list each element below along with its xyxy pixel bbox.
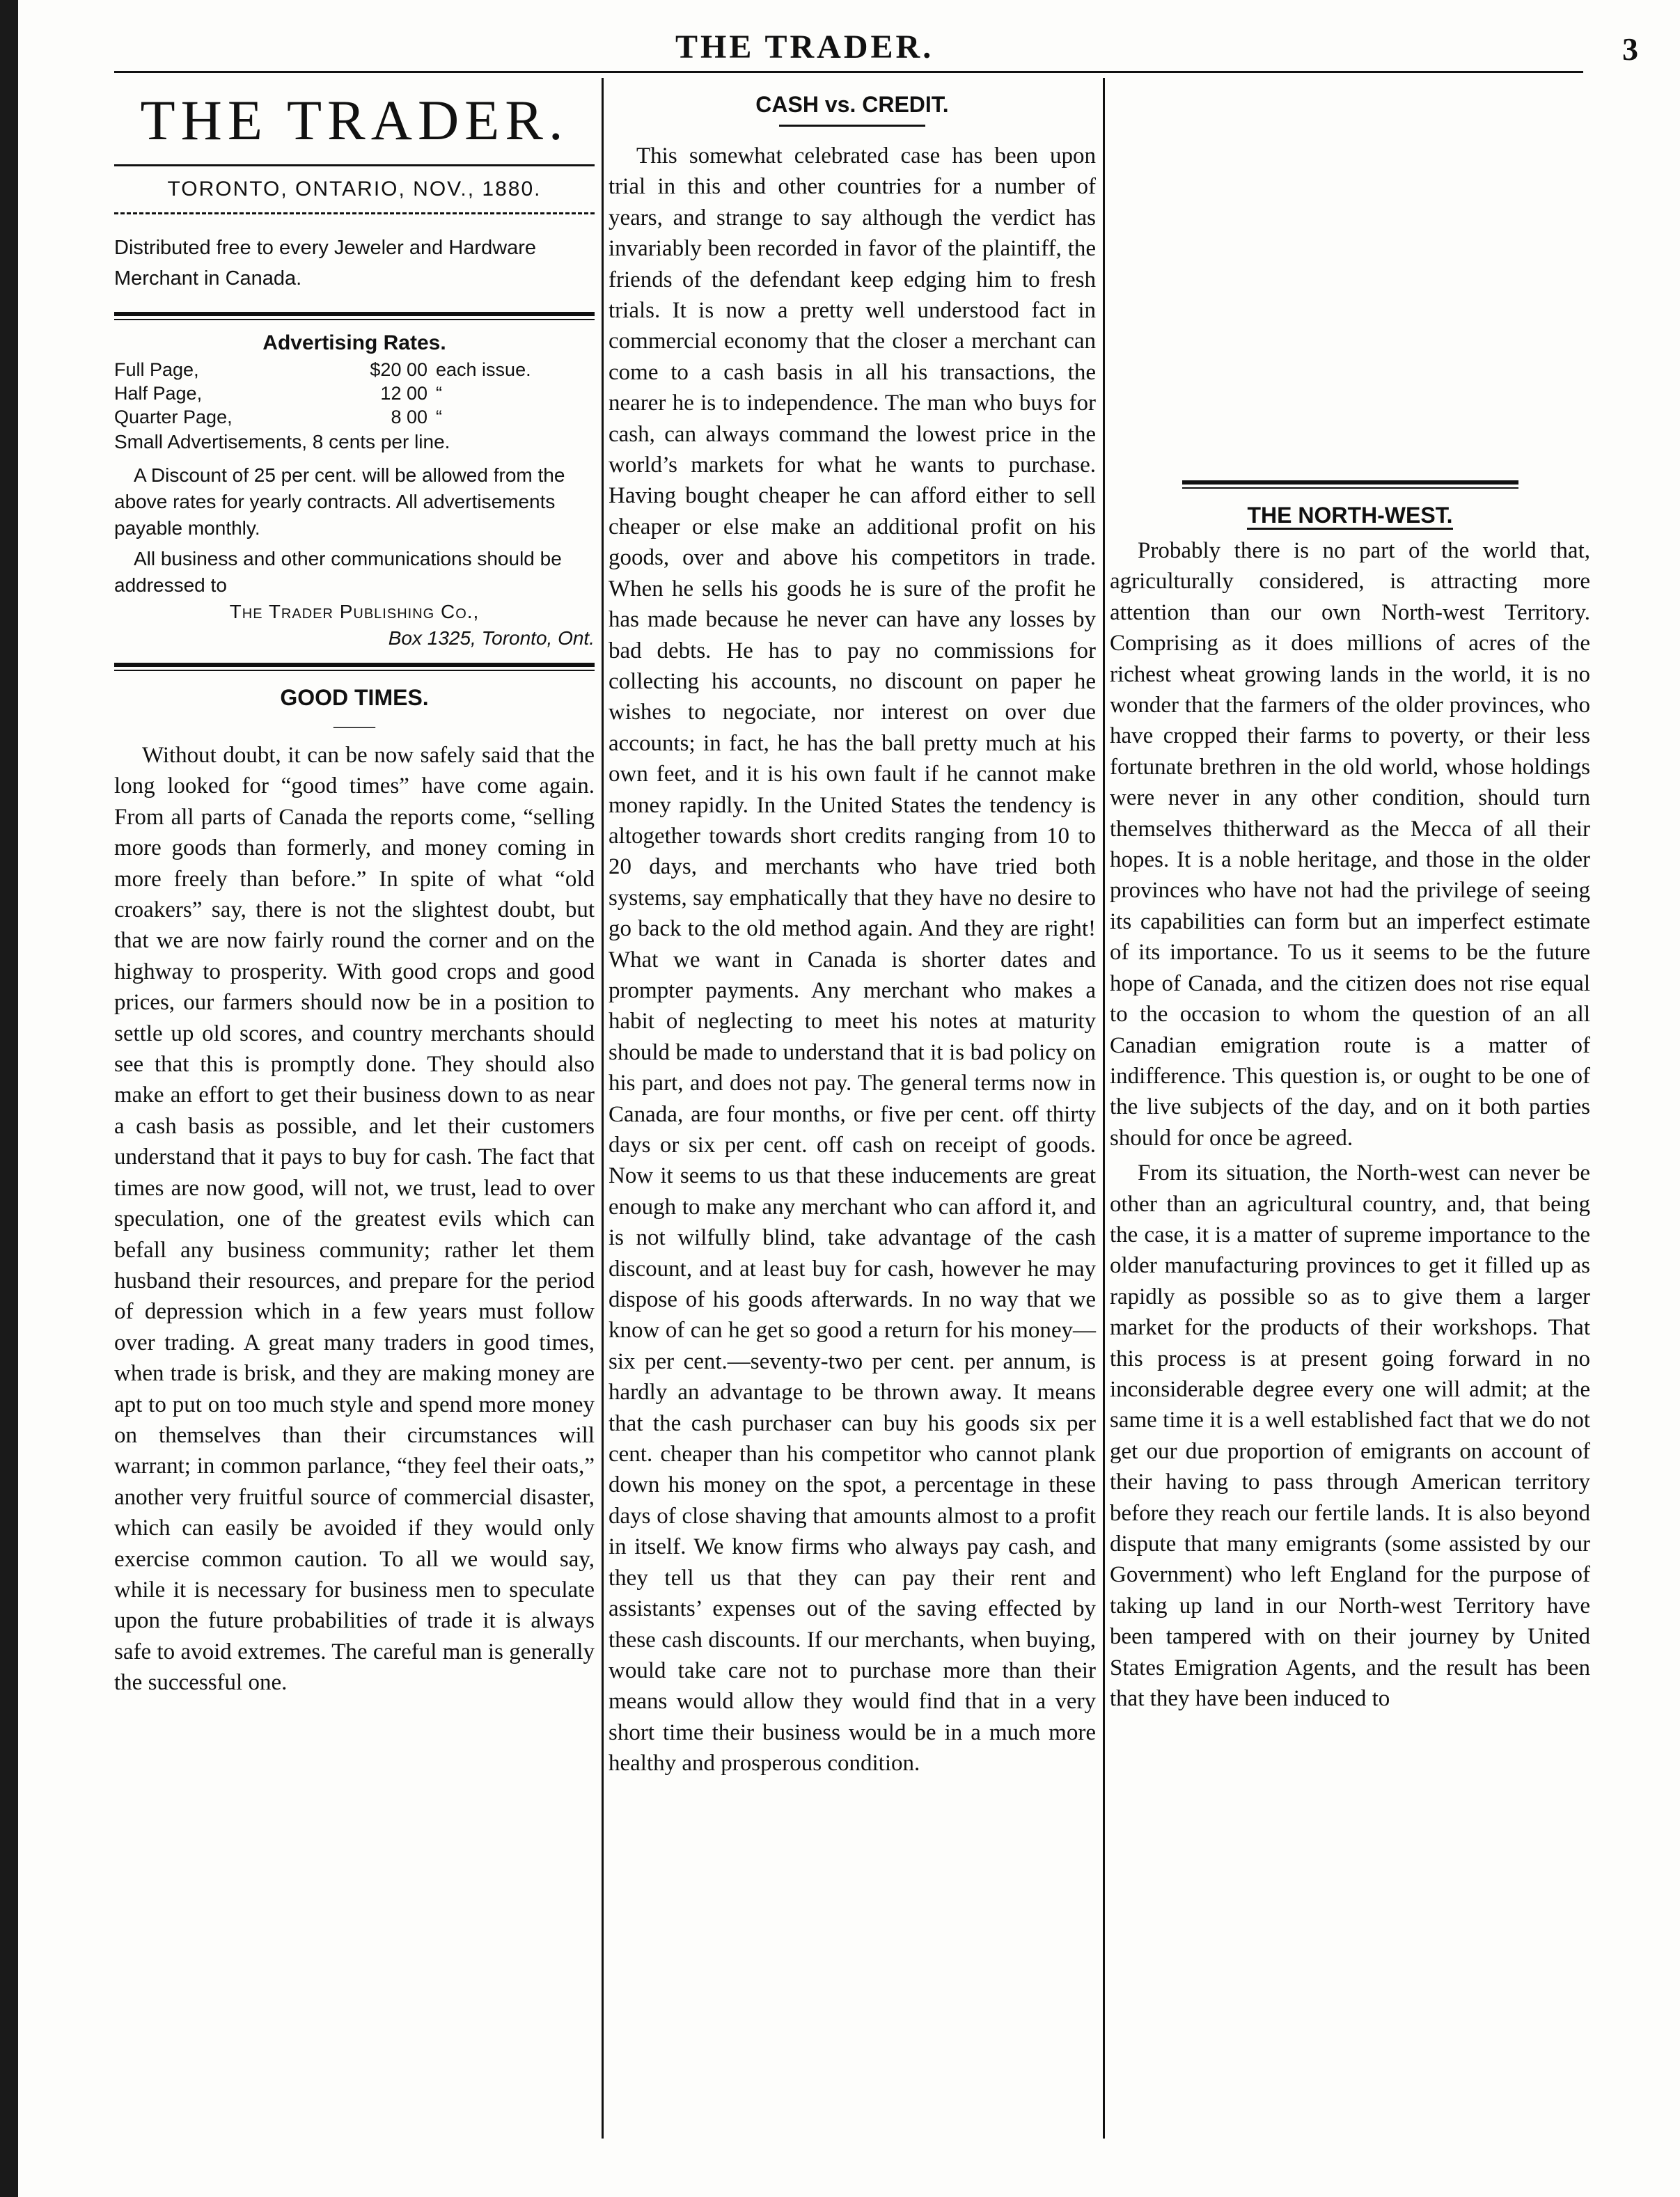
cash-vs-credit-continued bbox=[1110, 81, 1590, 471]
north-west-heading-text: THE NORTH-WEST. bbox=[1247, 503, 1452, 530]
masthead-title: THE TRADER. bbox=[140, 88, 569, 152]
column-rule-2 bbox=[1103, 78, 1105, 2139]
publisher-box: Box 1325, Toronto, Ont. bbox=[388, 627, 595, 649]
rate-amount: 12 00 bbox=[380, 383, 427, 404]
cash-vs-credit-body bbox=[609, 141, 1096, 1779]
address-note: All business and other communications should be addressed to bbox=[114, 548, 562, 596]
dateline: TORONTO, ONTARIO, NOV., 1880. bbox=[167, 178, 542, 200]
rate-row bbox=[114, 405, 595, 429]
divider bbox=[114, 212, 595, 214]
good-times-body bbox=[114, 740, 595, 1699]
rate-amount: $20 00 bbox=[370, 359, 427, 380]
rate-amount: 8 00 bbox=[391, 407, 427, 427]
binding-edge bbox=[0, 0, 18, 2197]
divider bbox=[1182, 480, 1518, 489]
distribution-note: Distributed free to every Jeweler and Hardware Merchant in Canada. bbox=[114, 237, 537, 290]
running-head: THE TRADER. bbox=[675, 29, 934, 65]
north-west-body bbox=[1110, 535, 1590, 1714]
north-west-paragraph-1: Probably there is no part of the world that, agriculturally considered, is attracting more attention than our own North-west Territory. Comprising as it does millions of acres of the richest wheat growing lands in the world, it is no wonder that the farmers of the older provinces, who have cropped their farms to poverty, or their less fortunate brethren in the old world, whose holdings were never in any other condition, should turn themselves thitherward as the Mecca of all their hopes. It is a noble heritage, and those in the older provinces who have not had the privilege of seeing its capabilities can form but an imperfect estimate of its importance. To us it seems to be the future hope of Canada, and the citizen does not rise equal to the occasion to whom the question of an all Canadian emigration route is a matter of indifference. This question is, or ought to be one of the live subjects of the day, and on it both parties should for once be agreed. bbox=[1110, 538, 1590, 1151]
divider bbox=[114, 663, 595, 671]
rate-note: “ bbox=[436, 383, 442, 404]
small-ads-note: Small Advertisements, 8 cents per line. bbox=[114, 431, 450, 452]
header-rule bbox=[114, 71, 1583, 73]
column-2 bbox=[609, 81, 1096, 1779]
rate-note: “ bbox=[436, 407, 442, 427]
page-number: 3 bbox=[1622, 31, 1638, 67]
column-3 bbox=[1110, 81, 1590, 1714]
rate-row bbox=[114, 381, 595, 405]
publisher-name: The Trader Publishing Co., bbox=[229, 601, 480, 622]
north-west-paragraph-2: From its situation, the North-west can never be other than an agricultural country, and, that being the case, it is a matter of supreme importance to the older manufacturing provinces to get it filled up as rapidly as possible so as to give them a larger market for the products of their workshops. That this process is at present going forward in no inconsiderable degree every one will admit; at the same time it is a well established fact that we do not get our due proportion of emigrants on account of their having to pass through American territory before they reach our fertile lands. It is also beyond dispute that many emigrants (some assisted by our Government) who left England for the purpose of taking up land in our North-west Territory have been tampered with on their journey by United States Emigration Agents, and the result has been that they have been induced to bbox=[1110, 1160, 1590, 1712]
advertising-rates-title: Advertising Rates. bbox=[262, 331, 446, 354]
rate-label: Full Page, bbox=[114, 359, 199, 380]
good-times-heading: GOOD TIMES. bbox=[280, 685, 429, 710]
cash-vs-credit-paragraph: This somewhat celebrated case has been upon trial in this and other countries for a number of years, and strange to say although the verdict has invariably been recorded in favor of the plaintiff, the friends of the defendant keep edging him to fresh trials. It is now a pretty well understood fact in commercial economy that the closer a merchant can come to a cash basis in all his transactions, the nearer he is to independence. The man who buys for cash, can always command the lowest price in the world’s markets for what he wants to purchase. Having bought cheaper he can afford either to sell cheaper or else make an additional profit on his goods, over and above his competitors in trade. When he sells his goods he is sure of the profit he has made because he never can have any losses by bad debts. He has to pay no commissions for collecting his accounts, no discount on paper he wishes to negociate, nor interest on over due accounts; in fact, he has the ball pretty much at his own feet, and it is his own fault if he cannot make money rapidly. In the United States the tendency is altogether towards short credits ranging from 10 to 20 days, and merchants who have tried both systems, say emphatically that they have no desire to go back to the old method again. And they are right! What we want in Canada is shorter dates and prompter payments. Any merchant who makes a habit of neglecting to meet his notes at maturity should be made to understand that it is bad policy on his part, and does not pay. The general terms now in Canada, are four months, or five per cent. off thirty days or six per cent. off cash on receipt of goods. Now it seems to us that these inducements are great enough to make any merchant who can afford it, and is not wilfully blind, take advantage of the cash discount, and at least buy for cash, however he may dispose of his goods afterwards. In no way that we know of can he get so good a return for his money—six per cent.—seventy-two per cent. per annum, is hardly an advantage to be thrown away. It means that the cash purchaser can buy his goods six per cent. cheaper than his competitor who cannot plank down his money on the spot, a percentage in these days of close shaving that amounts almost to a profit in itself. We know firms who always pay cash, and they tell us that they can pay their rent and assistants’ expenses out of the saving effected by these cash discounts. If our merchants, when buying, would take care not to purchase more than their means would allow they would find that in a very short time their business would be in a much more healthy and prosperous condition. bbox=[609, 143, 1096, 1777]
rate-label: Half Page, bbox=[114, 383, 203, 404]
section-ornament: —— bbox=[333, 714, 375, 737]
cash-vs-credit-heading: CASH vs. CREDIT. bbox=[755, 92, 949, 117]
column-rule-1 bbox=[602, 78, 604, 2139]
rate-row bbox=[114, 358, 595, 381]
divider bbox=[779, 125, 925, 127]
rate-label: Quarter Page, bbox=[114, 407, 233, 427]
good-times-paragraph: Without doubt, it can be now safely said that the long looked for “good times” have come again. From all parts of Canada the reports come, “selling more goods than formerly, and money coming in more freely than before.” In spite of what “old croakers” say, there is not the slightest doubt, but that we are now fairly round the corner and on the highway to prosperity. With good crops and good prices, our farmers should now be in a position to settle up old scores, and country merchants should see that this is promptly done. They should also make an effort to get their business down to as near a cash basis as possible, and let their customers understand that it pays to buy for cash. The fact that times are now good, will not, we trust, lead to over speculation, one of the greatest evils which can befall any business community; rather let them husband their resources, and prepare for the period of depression which in a few years must follow over trading. A great many traders in good times, when trade is brisk, and they are making money are apt to put on too much style and spend more money on themselves than their circumstances will warrant; in common parlance, “they feel their oats,” another very fruitful source of commercial disaster, which can easily be avoided if they would only exercise common caution. To all we would say, while it is necessary for business men to speculate upon the future probabilities of trade it is always safe to avoid extremes. The careful man is generally the successful one. bbox=[114, 743, 595, 1696]
column-1 bbox=[114, 81, 595, 1699]
north-west-heading bbox=[1110, 503, 1590, 528]
rate-note: each issue. bbox=[436, 359, 531, 380]
divider bbox=[114, 312, 595, 320]
divider bbox=[114, 164, 595, 166]
discount-note: A Discount of 25 per cent. will be allowed from the above rates for yearly contracts. All advertisements payable monthly. bbox=[114, 464, 565, 539]
